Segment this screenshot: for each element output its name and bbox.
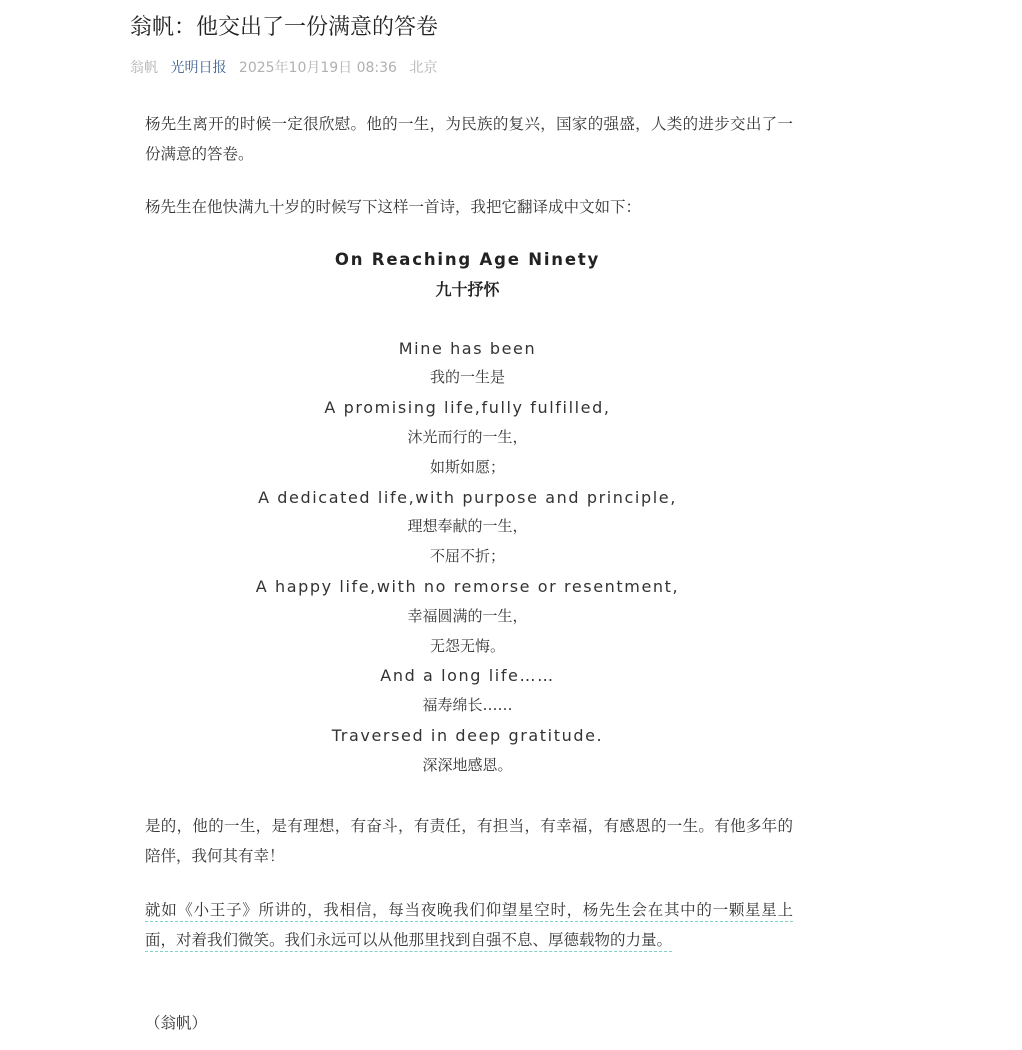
meta-location: 北京 bbox=[409, 60, 438, 76]
poem-line: 不屈不折； bbox=[429, 547, 505, 566]
poem-line: A dedicated life,with purpose and principle, bbox=[258, 487, 677, 507]
poem-line: Traversed in deep gratitude. bbox=[331, 725, 604, 745]
poem-line: 幸福圆满的一生， bbox=[407, 606, 528, 625]
meta-author: 翁帆 bbox=[130, 60, 158, 76]
poem-line: A happy life,with no remorse or resentment, bbox=[255, 576, 680, 596]
article-meta bbox=[130, 57, 445, 77]
paragraph-little-prince bbox=[145, 895, 793, 955]
article-title: 翁帆：他交出了一份满意的答卷 bbox=[130, 15, 439, 40]
paragraph-reflection: 是的，他的一生，是有理想，有奋斗，有责任，有担当，有幸福，有感恩的一生。有他多年的陪伴，我何其有幸！ bbox=[145, 817, 793, 865]
poem-gap bbox=[145, 305, 790, 334]
paragraph-intro: 杨先生离开的时候一定很欣慰。他的一生，为民族的复兴，国家的强盛，人类的进步交出了一份满意的答卷。 bbox=[145, 115, 793, 163]
meta-source-link[interactable]: 光明日报 bbox=[170, 60, 227, 76]
poem-line: And a long life…… bbox=[380, 666, 555, 686]
poem-line: 我的一生是 bbox=[429, 368, 505, 387]
highlighted-text: 就如《小王子》所讲的，我相信，每当夜晚我们仰望星空时，杨先生会在其中的一颗星星上面，对着我们微笑。我们永远可以从他那里找到自强不息、厚德载物的力量。 bbox=[145, 901, 793, 952]
article-signature: （翁帆） bbox=[145, 1014, 208, 1032]
poem-title-zh: 九十抒怀 bbox=[435, 279, 500, 299]
paragraph-poem-intro: 杨先生在他快满九十岁的时候写下这样一首诗，我把它翻译成中文如下： bbox=[145, 198, 642, 216]
poem-line: 福寿绵长…… bbox=[422, 696, 513, 715]
poem-line: 如斯如愿； bbox=[429, 457, 505, 476]
poem-line: A promising life,fully fulfilled, bbox=[324, 398, 611, 418]
poem-block bbox=[145, 245, 790, 781]
poem-line: 理想奉献的一生， bbox=[407, 517, 528, 536]
poem-line: 无怨无悔。 bbox=[429, 636, 505, 655]
poem-line: 沐光而行的一生， bbox=[407, 427, 528, 446]
poem-line: 深深地感恩。 bbox=[422, 755, 513, 774]
poem-title-en: On Reaching Age Ninety bbox=[334, 250, 601, 269]
meta-datetime: 2025年10月19日 08:36 bbox=[238, 60, 397, 76]
poem-line: Mine has been bbox=[398, 338, 537, 358]
